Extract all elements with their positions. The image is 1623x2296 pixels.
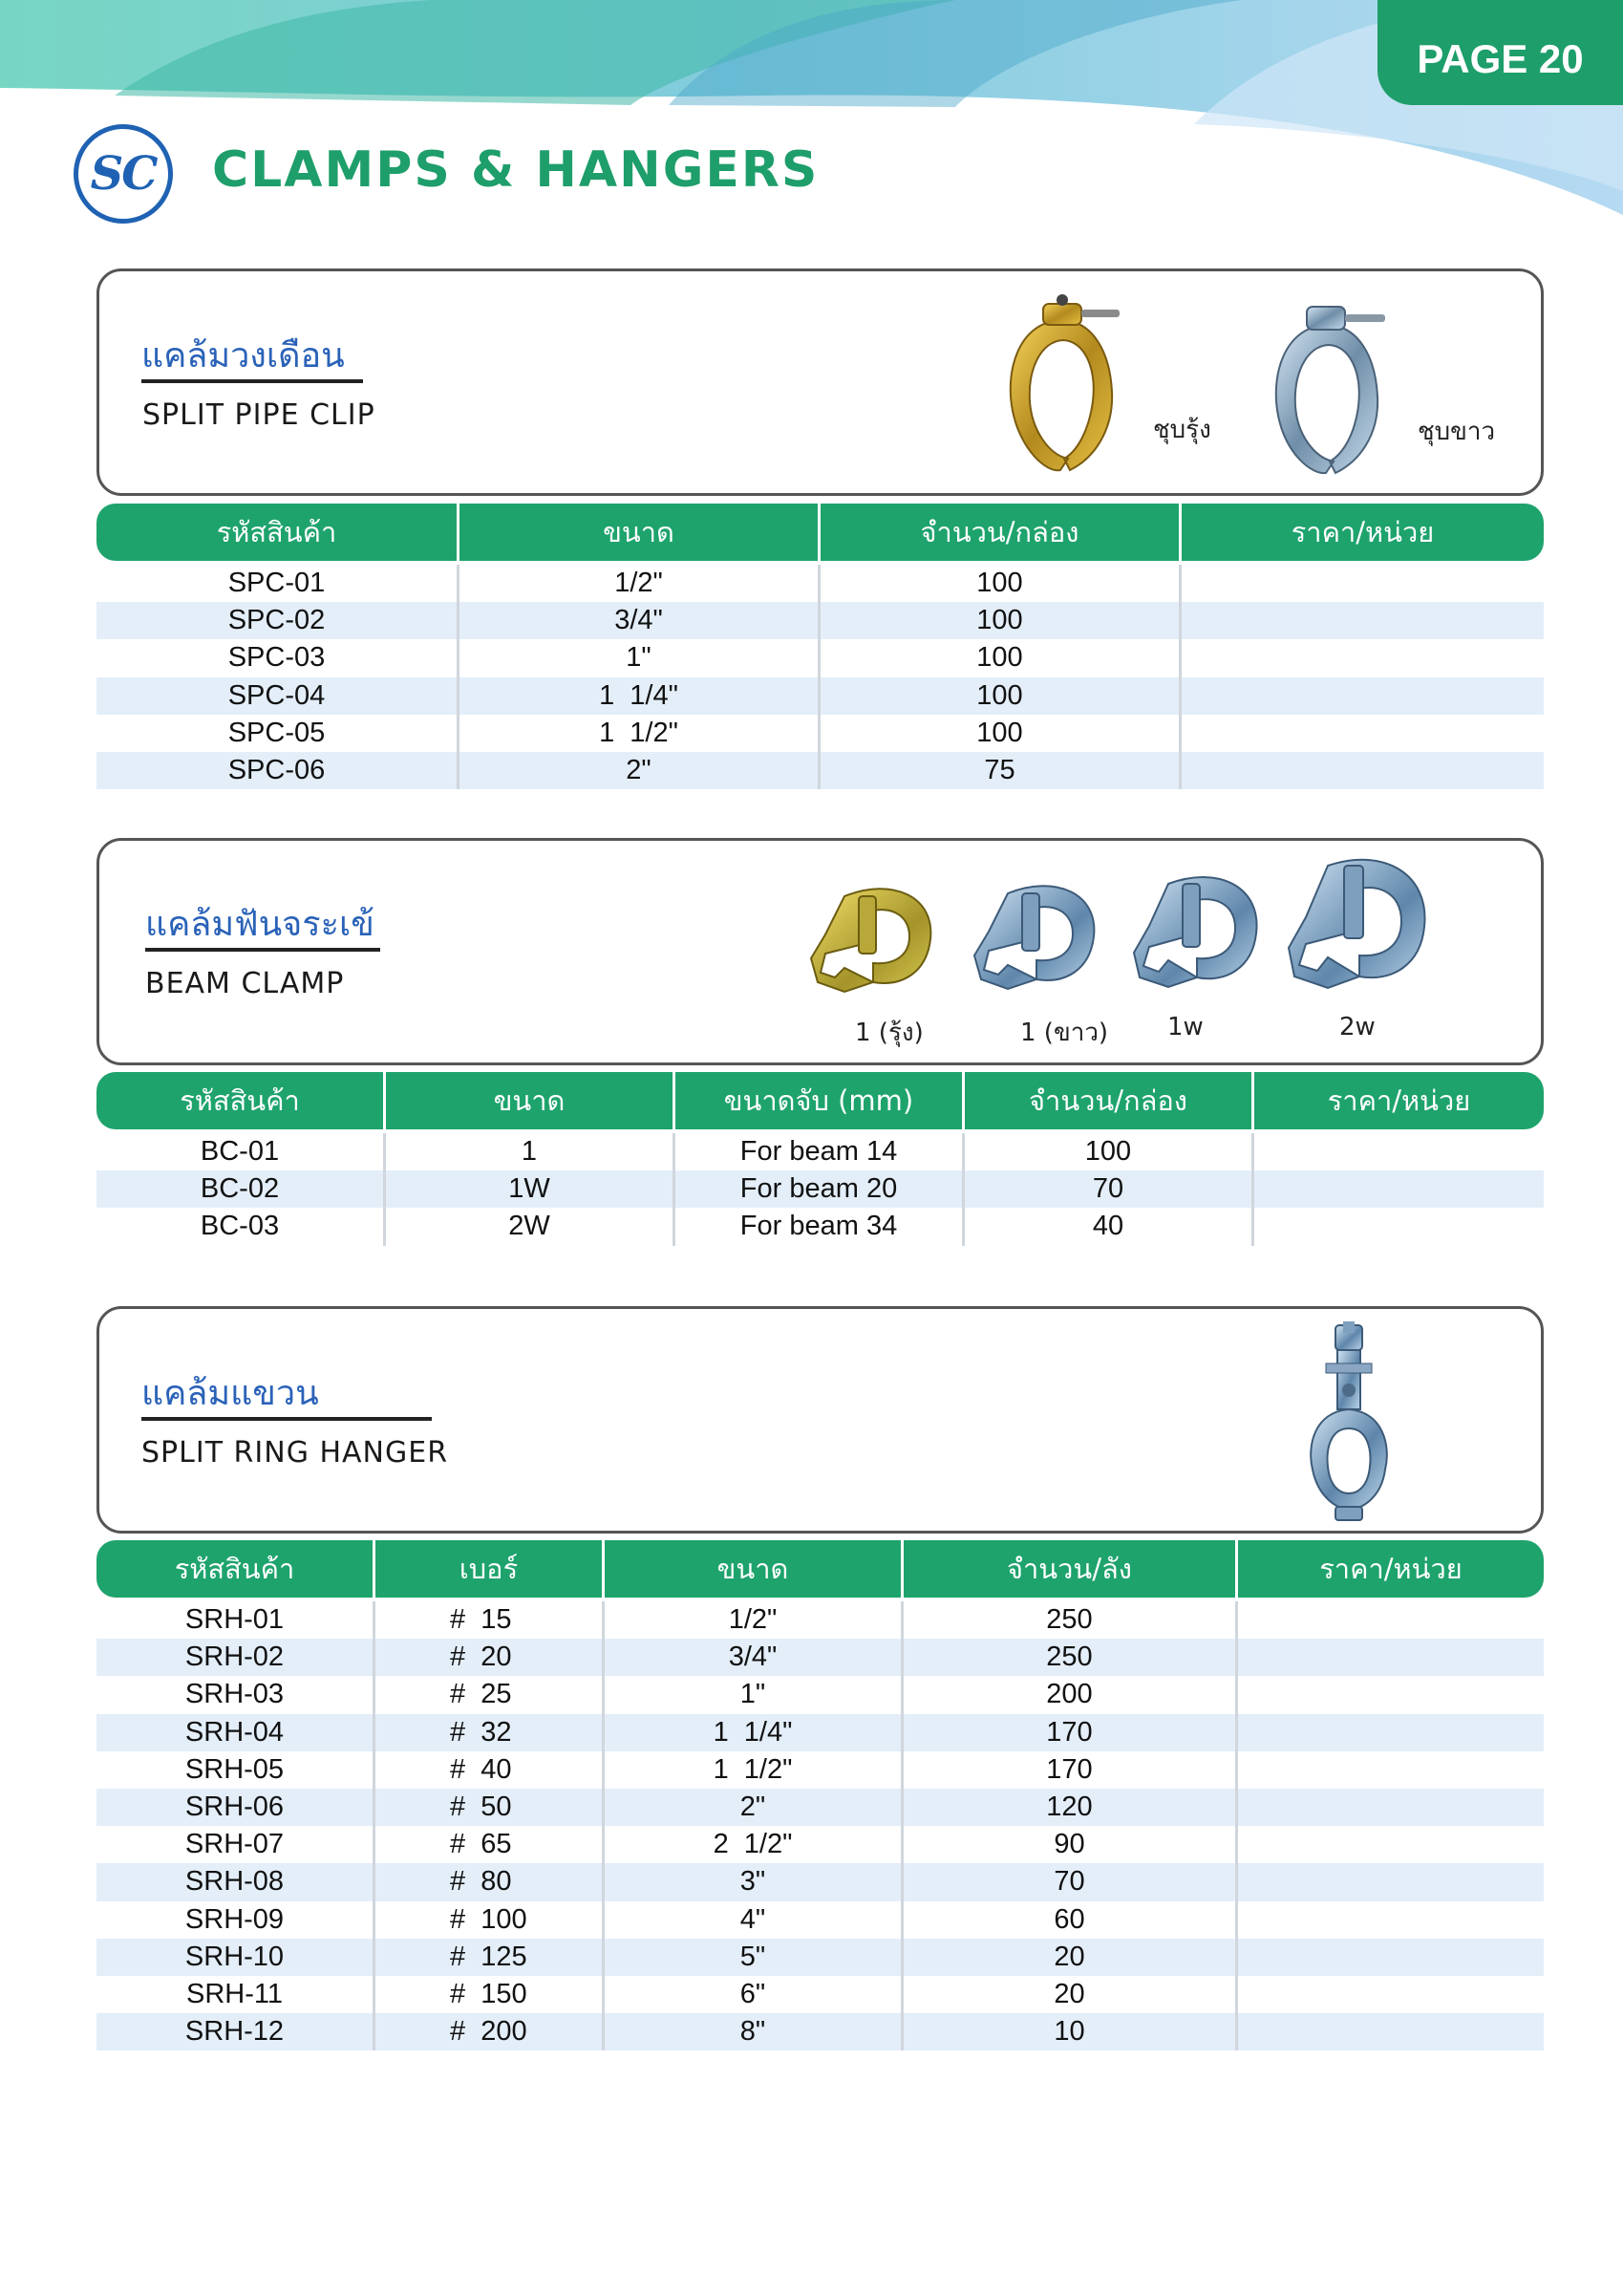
table-cell [1182,602,1544,639]
table-cell [1238,2013,1544,2050]
table-header [96,1072,1544,1129]
table-row [96,565,1544,602]
table-cell [1238,1714,1544,1751]
table-row [96,1601,1544,1639]
table-cell: 5" [605,1939,904,1976]
table-cell: 100 [821,565,1182,602]
table-cell: For beam 20 [675,1170,965,1208]
page-title: CLAMPS & HANGERS [212,141,820,199]
table-cell: 1 1/4" [605,1714,904,1751]
table-row [96,1789,1544,1826]
table-cell [1238,1601,1544,1639]
table-cell: 70 [904,1863,1238,1900]
table-cell: SPC-05 [96,715,459,752]
table-cell [1182,639,1544,676]
table-cell: 1/2" [459,565,821,602]
beam-clamp-name-th: แคล้มฟันจระเข้ [145,905,380,952]
table-cell: SRH-09 [96,1901,375,1939]
table-cell [1238,1939,1544,1976]
table-cell: # 65 [375,1826,605,1863]
table-cell: 2" [459,752,821,789]
table-cell: # 15 [375,1601,605,1639]
table-row [96,1714,1544,1751]
table-row [96,2013,1544,2050]
column-header: จำนวน/กล่อง [965,1072,1254,1129]
table-row [96,1133,1544,1170]
table-cell: 20 [904,1939,1238,1976]
split-pipe-clip-caption-silver: ชุบขาว [1418,418,1496,446]
table-cell: SPC-02 [96,602,459,639]
table-row [96,677,1544,715]
table-cell: SPC-04 [96,677,459,715]
table-header [96,1540,1544,1598]
table-cell: 8" [605,2013,904,2050]
table-row [96,1863,1544,1900]
table-cell: # 80 [375,1863,605,1900]
table-cell: BC-01 [96,1133,386,1170]
column-header: ขนาด [459,504,821,561]
table-cell: 200 [904,1676,1238,1713]
beam-clamp-table [96,1072,1544,1246]
beam-clamp-caption-1w: 1w [1167,1013,1204,1041]
column-header: ราคา/หน่วย [1319,1553,1463,1585]
table-cell: SPC-01 [96,565,459,602]
table-cell: 2" [605,1789,904,1826]
table-row [96,1208,1544,1245]
split-pipe-clip-gold-image [993,287,1127,483]
sc-logo: SC [74,124,173,224]
table-cell: 250 [904,1639,1238,1676]
table-cell: SPC-06 [96,752,459,789]
table-cell: 120 [904,1789,1238,1826]
table-cell: SRH-05 [96,1751,375,1789]
table-cell: SRH-03 [96,1676,375,1713]
table-row [96,715,1544,752]
table-cell: 40 [965,1208,1254,1245]
table-row [96,1939,1544,1976]
beam-clamp-1-gold-image [806,877,940,1001]
table-cell [1238,1901,1544,1939]
table-cell: 1" [605,1676,904,1713]
table-cell: 1W [386,1170,675,1208]
table-cell: # 25 [375,1676,605,1713]
column-header: ขนาดจับ (mm) [675,1072,965,1129]
table-cell: # 40 [375,1751,605,1789]
table-cell: 1 1/2" [605,1751,904,1789]
table-cell: 2W [386,1208,675,1245]
beam-clamp-caption-2w: 2w [1339,1013,1376,1041]
table-cell: For beam 14 [675,1133,965,1170]
table-cell [1238,1789,1544,1826]
beam-clamp-name-en: BEAM CLAMP [145,967,345,1000]
table-cell: 3" [605,1863,904,1900]
beam-clamp-caption-1-silver: 1 (ขาว) [1020,1019,1109,1047]
table-cell [1238,1976,1544,2013]
column-header: ขนาด [605,1540,904,1598]
table-row [96,602,1544,639]
table-cell: 1/2" [605,1601,904,1639]
table-row [96,752,1544,789]
column-header: รหัสสินค้า [96,1540,375,1598]
table-cell: 2 1/2" [605,1826,904,1863]
table-row [96,1751,1544,1789]
table-cell: 100 [821,715,1182,752]
table-cell: 170 [904,1714,1238,1751]
split-pipe-clip-silver-image [1259,291,1395,483]
table-cell: 1 1/4" [459,677,821,715]
table-cell: 170 [904,1751,1238,1789]
table-cell: # 125 [375,1939,605,1976]
beam-clamp-caption-1-gold: 1 (รุ้ง) [855,1019,924,1047]
split-pipe-clip-name-th: แคล้มวงเดือน [141,336,363,383]
table-cell: 100 [821,677,1182,715]
split-pipe-clip-caption-gold: ชุบรุ้ง [1153,416,1211,444]
table-cell: 250 [904,1601,1238,1639]
beam-clamp-1-silver-image [970,874,1103,998]
table-cell [1182,715,1544,752]
table-cell: 1 1/2" [459,715,821,752]
table-row [96,1639,1544,1676]
table-body [96,565,1544,789]
split-ring-hanger-table [96,1540,1544,2050]
beam-clamp-2w-image [1285,848,1433,1001]
table-cell: # 32 [375,1714,605,1751]
split-pipe-clip-name-en: SPLIT PIPE CLIP [142,398,375,432]
table-cell: 70 [965,1170,1254,1208]
table-row [96,639,1544,676]
table-cell: 75 [821,752,1182,789]
table-cell: 4" [605,1901,904,1939]
table-cell: 100 [965,1133,1254,1170]
table-cell [1238,1863,1544,1900]
table-cell [1238,1639,1544,1676]
beam-clamp-1w-image [1130,865,1264,998]
table-cell: SRH-07 [96,1826,375,1863]
table-header [96,504,1544,561]
table-cell: # 50 [375,1789,605,1826]
page-number-tab: PAGE 20 [1377,0,1623,105]
column-header: ขนาด [386,1072,675,1129]
column-header: ราคา/หน่วย [1327,1084,1471,1117]
table-cell [1182,752,1544,789]
table-cell: 100 [821,639,1182,676]
split-ring-hanger-name-en: SPLIT RING HANGER [141,1436,449,1470]
table-cell: 10 [904,2013,1238,2050]
table-cell: 3/4" [459,602,821,639]
split-ring-hanger-name-th: แคล้มแขวน [141,1374,432,1421]
table-cell: SRH-04 [96,1714,375,1751]
column-header: รหัสสินค้า [96,504,459,561]
table-cell: For beam 34 [675,1208,965,1245]
table-cell: 20 [904,1976,1238,2013]
table-row [96,1976,1544,2013]
table-cell: SRH-06 [96,1789,375,1826]
table-cell: 1 [386,1133,675,1170]
table-cell: SRH-10 [96,1939,375,1976]
table-cell: # 200 [375,2013,605,2050]
table-cell [1254,1208,1544,1245]
table-cell: 6" [605,1976,904,2013]
table-cell [1182,565,1544,602]
table-cell [1182,677,1544,715]
column-header: จำนวน/กล่อง [821,504,1182,561]
table-body [96,1601,1544,2050]
table-cell [1254,1133,1544,1170]
table-row [96,1901,1544,1939]
table-cell: 60 [904,1901,1238,1939]
table-cell: SRH-02 [96,1639,375,1676]
table-cell: SPC-03 [96,639,459,676]
table-body [96,1133,1544,1246]
table-cell: 3/4" [605,1639,904,1676]
table-cell: 1" [459,639,821,676]
table-cell [1238,1751,1544,1789]
column-header: เบอร์ [375,1540,605,1598]
table-cell: SRH-08 [96,1863,375,1900]
table-cell [1254,1170,1544,1208]
table-row [96,1826,1544,1863]
split-ring-hanger-image [1301,1321,1397,1527]
table-cell: # 150 [375,1976,605,2013]
table-row [96,1170,1544,1208]
table-cell: SRH-11 [96,1976,375,2013]
table-cell: 90 [904,1826,1238,1863]
table-cell: SRH-12 [96,2013,375,2050]
table-cell [1238,1676,1544,1713]
table-cell: 100 [821,602,1182,639]
table-row [96,1676,1544,1713]
column-header: จำนวน/ลัง [904,1540,1238,1598]
table-cell: SRH-01 [96,1601,375,1639]
column-header: ราคา/หน่วย [1291,516,1435,548]
table-cell [1238,1826,1544,1863]
column-header: รหัสสินค้า [96,1072,386,1129]
table-cell: # 20 [375,1639,605,1676]
table-cell: # 100 [375,1901,605,1939]
table-cell: BC-03 [96,1208,386,1245]
table-cell: BC-02 [96,1170,386,1208]
split-pipe-clip-table [96,504,1544,789]
